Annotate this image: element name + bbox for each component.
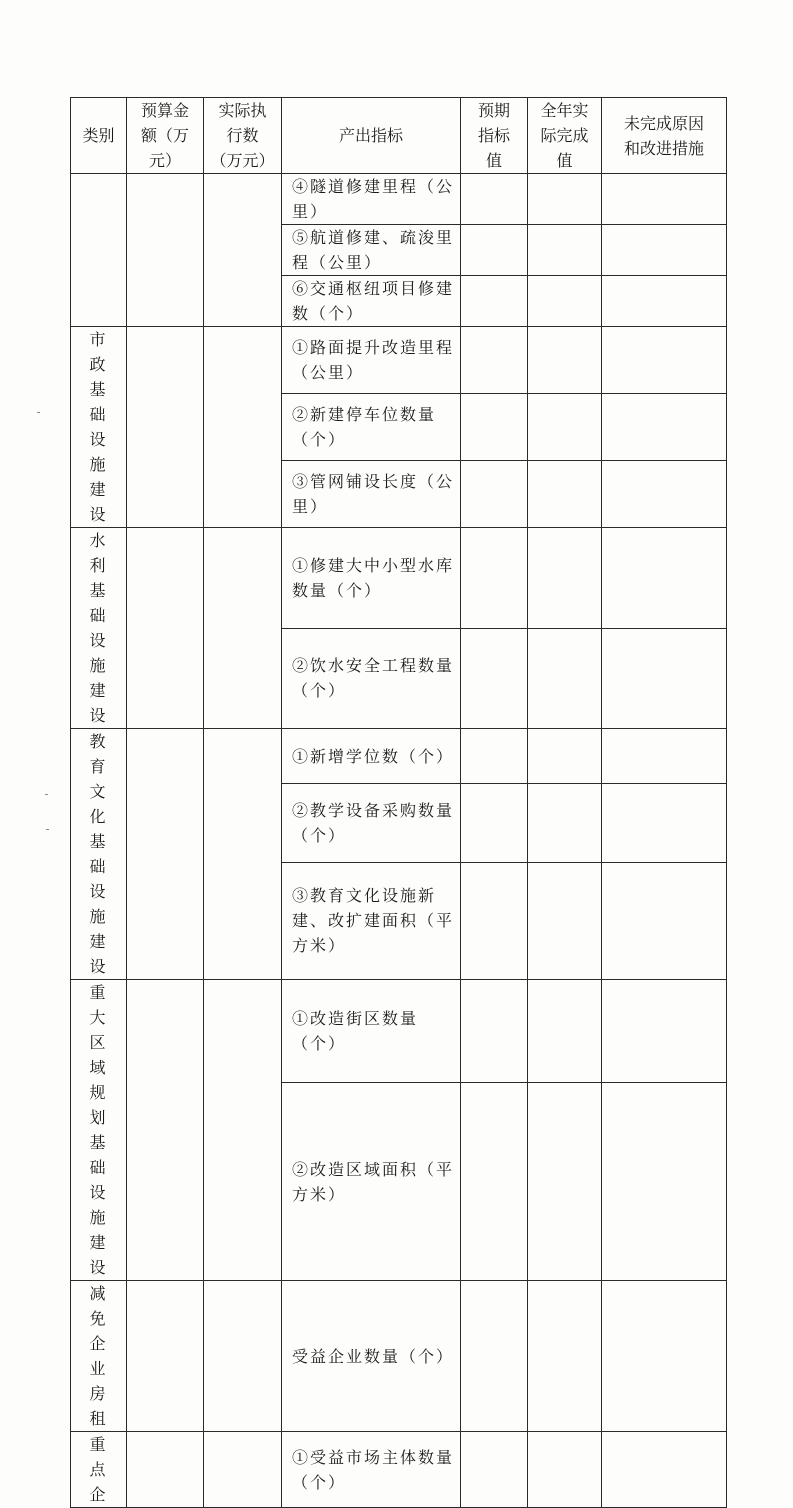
annual-value-cell [528, 327, 602, 394]
expected-value-cell [461, 174, 528, 225]
annual-value-cell [528, 980, 602, 1083]
actual-cell [204, 528, 282, 729]
reason-cell [602, 327, 727, 394]
budget-cell [127, 327, 204, 528]
reason-cell [602, 784, 727, 863]
indicator-cell: ③管网铺设长度（公里） [282, 461, 461, 528]
indicator-cell: ③教育文化设施新建、改扩建面积（平方米） [282, 862, 461, 979]
indicator-cell: 受益企业数量（个） [282, 1281, 461, 1432]
budget-cell [127, 729, 204, 980]
table-row [71, 174, 727, 225]
annual-value-cell [528, 628, 602, 729]
reason-cell [602, 394, 727, 461]
header-actual: 实际执 行数 （万元） [204, 98, 282, 174]
scan-speck [45, 794, 48, 795]
reason-cell [602, 1083, 727, 1281]
category-cell: 水利 基础 设施 建设 [71, 528, 127, 729]
actual-cell [204, 729, 282, 980]
header-indicator: 产出指标 [282, 98, 461, 174]
indicator-cell: ①新增学位数（个） [282, 729, 461, 784]
indicator-cell: ⑥交通枢纽项目修建数（个） [282, 276, 461, 327]
indicator-cell: ④隧道修建里程（公里） [282, 174, 461, 225]
annual-value-cell [528, 225, 602, 276]
reason-cell [602, 276, 727, 327]
expected-value-cell [461, 1083, 528, 1281]
annual-value-cell [528, 528, 602, 629]
indicator-cell: ①修建大中小型水库数量（个） [282, 528, 461, 629]
expected-value-cell [461, 628, 528, 729]
expected-value-cell [461, 1281, 528, 1432]
actual-cell [204, 980, 282, 1281]
table-row [71, 1281, 727, 1432]
indicator-cell: ②饮水安全工程数量（个） [282, 628, 461, 729]
table-row [71, 327, 727, 394]
annual-value-cell [528, 1083, 602, 1281]
actual-cell [204, 1281, 282, 1432]
budget-cell [127, 1281, 204, 1432]
actual-cell [204, 327, 282, 528]
annual-value-cell [528, 862, 602, 979]
expected-value-cell [461, 784, 528, 863]
reason-cell [602, 862, 727, 979]
annual-value-cell [528, 784, 602, 863]
expected-value-cell [461, 225, 528, 276]
header-reason: 未完成原因 和改进措施 [602, 98, 727, 174]
budget-cell [127, 174, 204, 327]
category-cell: 市政 基础 设施 建设 [71, 327, 127, 528]
reason-cell [602, 628, 727, 729]
reason-cell [602, 174, 727, 225]
reason-cell [602, 980, 727, 1083]
expected-value-cell [461, 528, 528, 629]
indicator-cell: ②教学设备采购数量（个） [282, 784, 461, 863]
reason-cell [602, 225, 727, 276]
expected-value-cell [461, 1432, 528, 1508]
indicator-cell: ①路面提升改造里程（公里） [282, 327, 461, 394]
annual-value-cell [528, 729, 602, 784]
budget-cell [127, 980, 204, 1281]
table-row [71, 1432, 727, 1508]
annual-value-cell [528, 461, 602, 528]
scan-speck [37, 412, 40, 413]
indicator-cell: ①受益市场主体数量（个） [282, 1432, 461, 1508]
indicator-cell: ①改造街区数量（个） [282, 980, 461, 1083]
reason-cell [602, 1281, 727, 1432]
scan-speck [46, 829, 49, 830]
annual-value-cell [528, 174, 602, 225]
header-row [71, 98, 727, 174]
annual-value-cell [528, 394, 602, 461]
header-annual: 全年实 际完成 值 [528, 98, 602, 174]
indicator-cell: ⑤航道修建、疏浚里程（公里） [282, 225, 461, 276]
annual-value-cell [528, 1432, 602, 1508]
category-cell [71, 174, 127, 327]
expected-value-cell [461, 729, 528, 784]
annual-value-cell [528, 1281, 602, 1432]
table-row [71, 980, 727, 1083]
category-cell: 重大 区域 规划 基础 设施 建设 [71, 980, 127, 1281]
actual-cell [204, 1432, 282, 1508]
annual-value-cell [528, 276, 602, 327]
header-category: 类别 [71, 98, 127, 174]
expected-value-cell [461, 327, 528, 394]
budget-cell [127, 528, 204, 729]
reason-cell [602, 461, 727, 528]
expected-value-cell [461, 394, 528, 461]
category-cell: 重点 企 [71, 1432, 127, 1508]
expected-value-cell [461, 980, 528, 1083]
reason-cell [602, 729, 727, 784]
category-cell: 减免 企业 房租 [71, 1281, 127, 1432]
reason-cell [602, 528, 727, 629]
actual-cell [204, 174, 282, 327]
expected-value-cell [461, 276, 528, 327]
expected-value-cell [461, 862, 528, 979]
header-budget: 预算金 额（万 元） [127, 98, 204, 174]
indicator-cell: ②改造区域面积（平方米） [282, 1083, 461, 1281]
output-indicator-table [70, 97, 727, 1508]
expected-value-cell [461, 461, 528, 528]
indicator-cell: ②新建停车位数量（个） [282, 394, 461, 461]
budget-cell [127, 1432, 204, 1508]
table-row [71, 729, 727, 784]
category-cell: 教育 文化 基础 设施 建设 [71, 729, 127, 980]
header-expected: 预期 指标 值 [461, 98, 528, 174]
reason-cell [602, 1432, 727, 1508]
table-row [71, 528, 727, 629]
